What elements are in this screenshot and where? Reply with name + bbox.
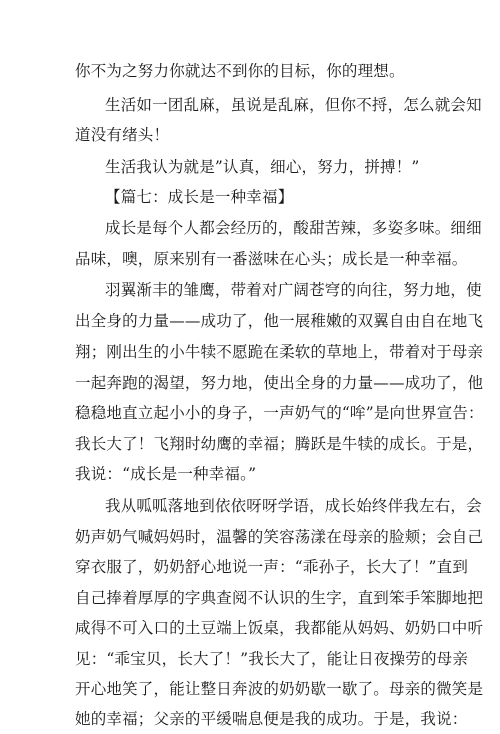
text-line-3: 道没有绪头！	[75, 126, 170, 144]
text-line-19: 咸得不可入口的土豆端上饭桌，我都能从妈妈、奶奶口中听	[75, 619, 484, 637]
text-line-13: 我长大了！飞翔时幼鹰的幸福；腾跃是牛犊的成长。于是，	[75, 435, 484, 453]
section-heading: 【篇七：成长是一种幸福】	[105, 188, 294, 206]
text-line-22: 她的幸福；父亲的平缓喘息便是我的成功。于是，我说：	[75, 710, 468, 728]
text-line-6: 成长是每个人都会经历的，酸甜苦辣，多姿多味。细细	[105, 219, 482, 237]
text-line-9: 出全身的力量——成功了，他一展稚嫩的双翼自由自在地飞	[75, 312, 484, 330]
text-line-14: 我说：“成长是一种幸福。”	[75, 465, 257, 483]
text-line-15: 我从呱呱落地到依依呀呀学语，成长始终伴我左右，会	[105, 497, 482, 515]
text-line-20: 见：“乖宝贝，长大了！”我长大了，能让日夜操劳的母亲	[75, 650, 469, 668]
text-line-18: 自己捧着厚厚的字典查阅不认识的生字，直到笨手笨脚地把	[75, 589, 484, 607]
text-line-10: 翔；刚出生的小牛犊不愿跪在柔软的草地上，带着对于母亲	[75, 343, 484, 361]
text-line-16: 奶声奶气喊妈妈时，温馨的笑容荡漾在母亲的脸颊；会自己	[75, 528, 484, 546]
text-line-2: 生活如一团乱麻，虽说是乱麻，但你不捋，怎么就会知	[105, 96, 482, 114]
text-line-7: 品味，噢，原来别有一番滋味在心头；成长是一种幸福。	[75, 250, 468, 268]
text-line-12: 稳稳地直立起小小的身子，一声奶气的“哞”是向世界宣告：	[75, 404, 484, 422]
text-line-4: 生活我认为就是”认真，细心，努力，拼搏！”	[105, 158, 420, 176]
text-line-21: 开心地笑了，能让整日奔波的奶奶歇一歇了。母亲的微笑是	[75, 680, 484, 698]
text-line-1: 你不为之努力你就达不到你的目标，你的理想。	[75, 62, 405, 80]
text-line-11: 一起奔跑的渴望，努力地，使出全身的力量——成功了，他	[75, 374, 484, 392]
text-line-8: 羽翼渐丰的雏鹰，带着对广阔苍穹的向往，努力地，使	[105, 281, 482, 299]
text-line-17: 穿衣服了，奶奶舒心地说一声：“乖孙子，长大了！”直到	[75, 558, 469, 576]
